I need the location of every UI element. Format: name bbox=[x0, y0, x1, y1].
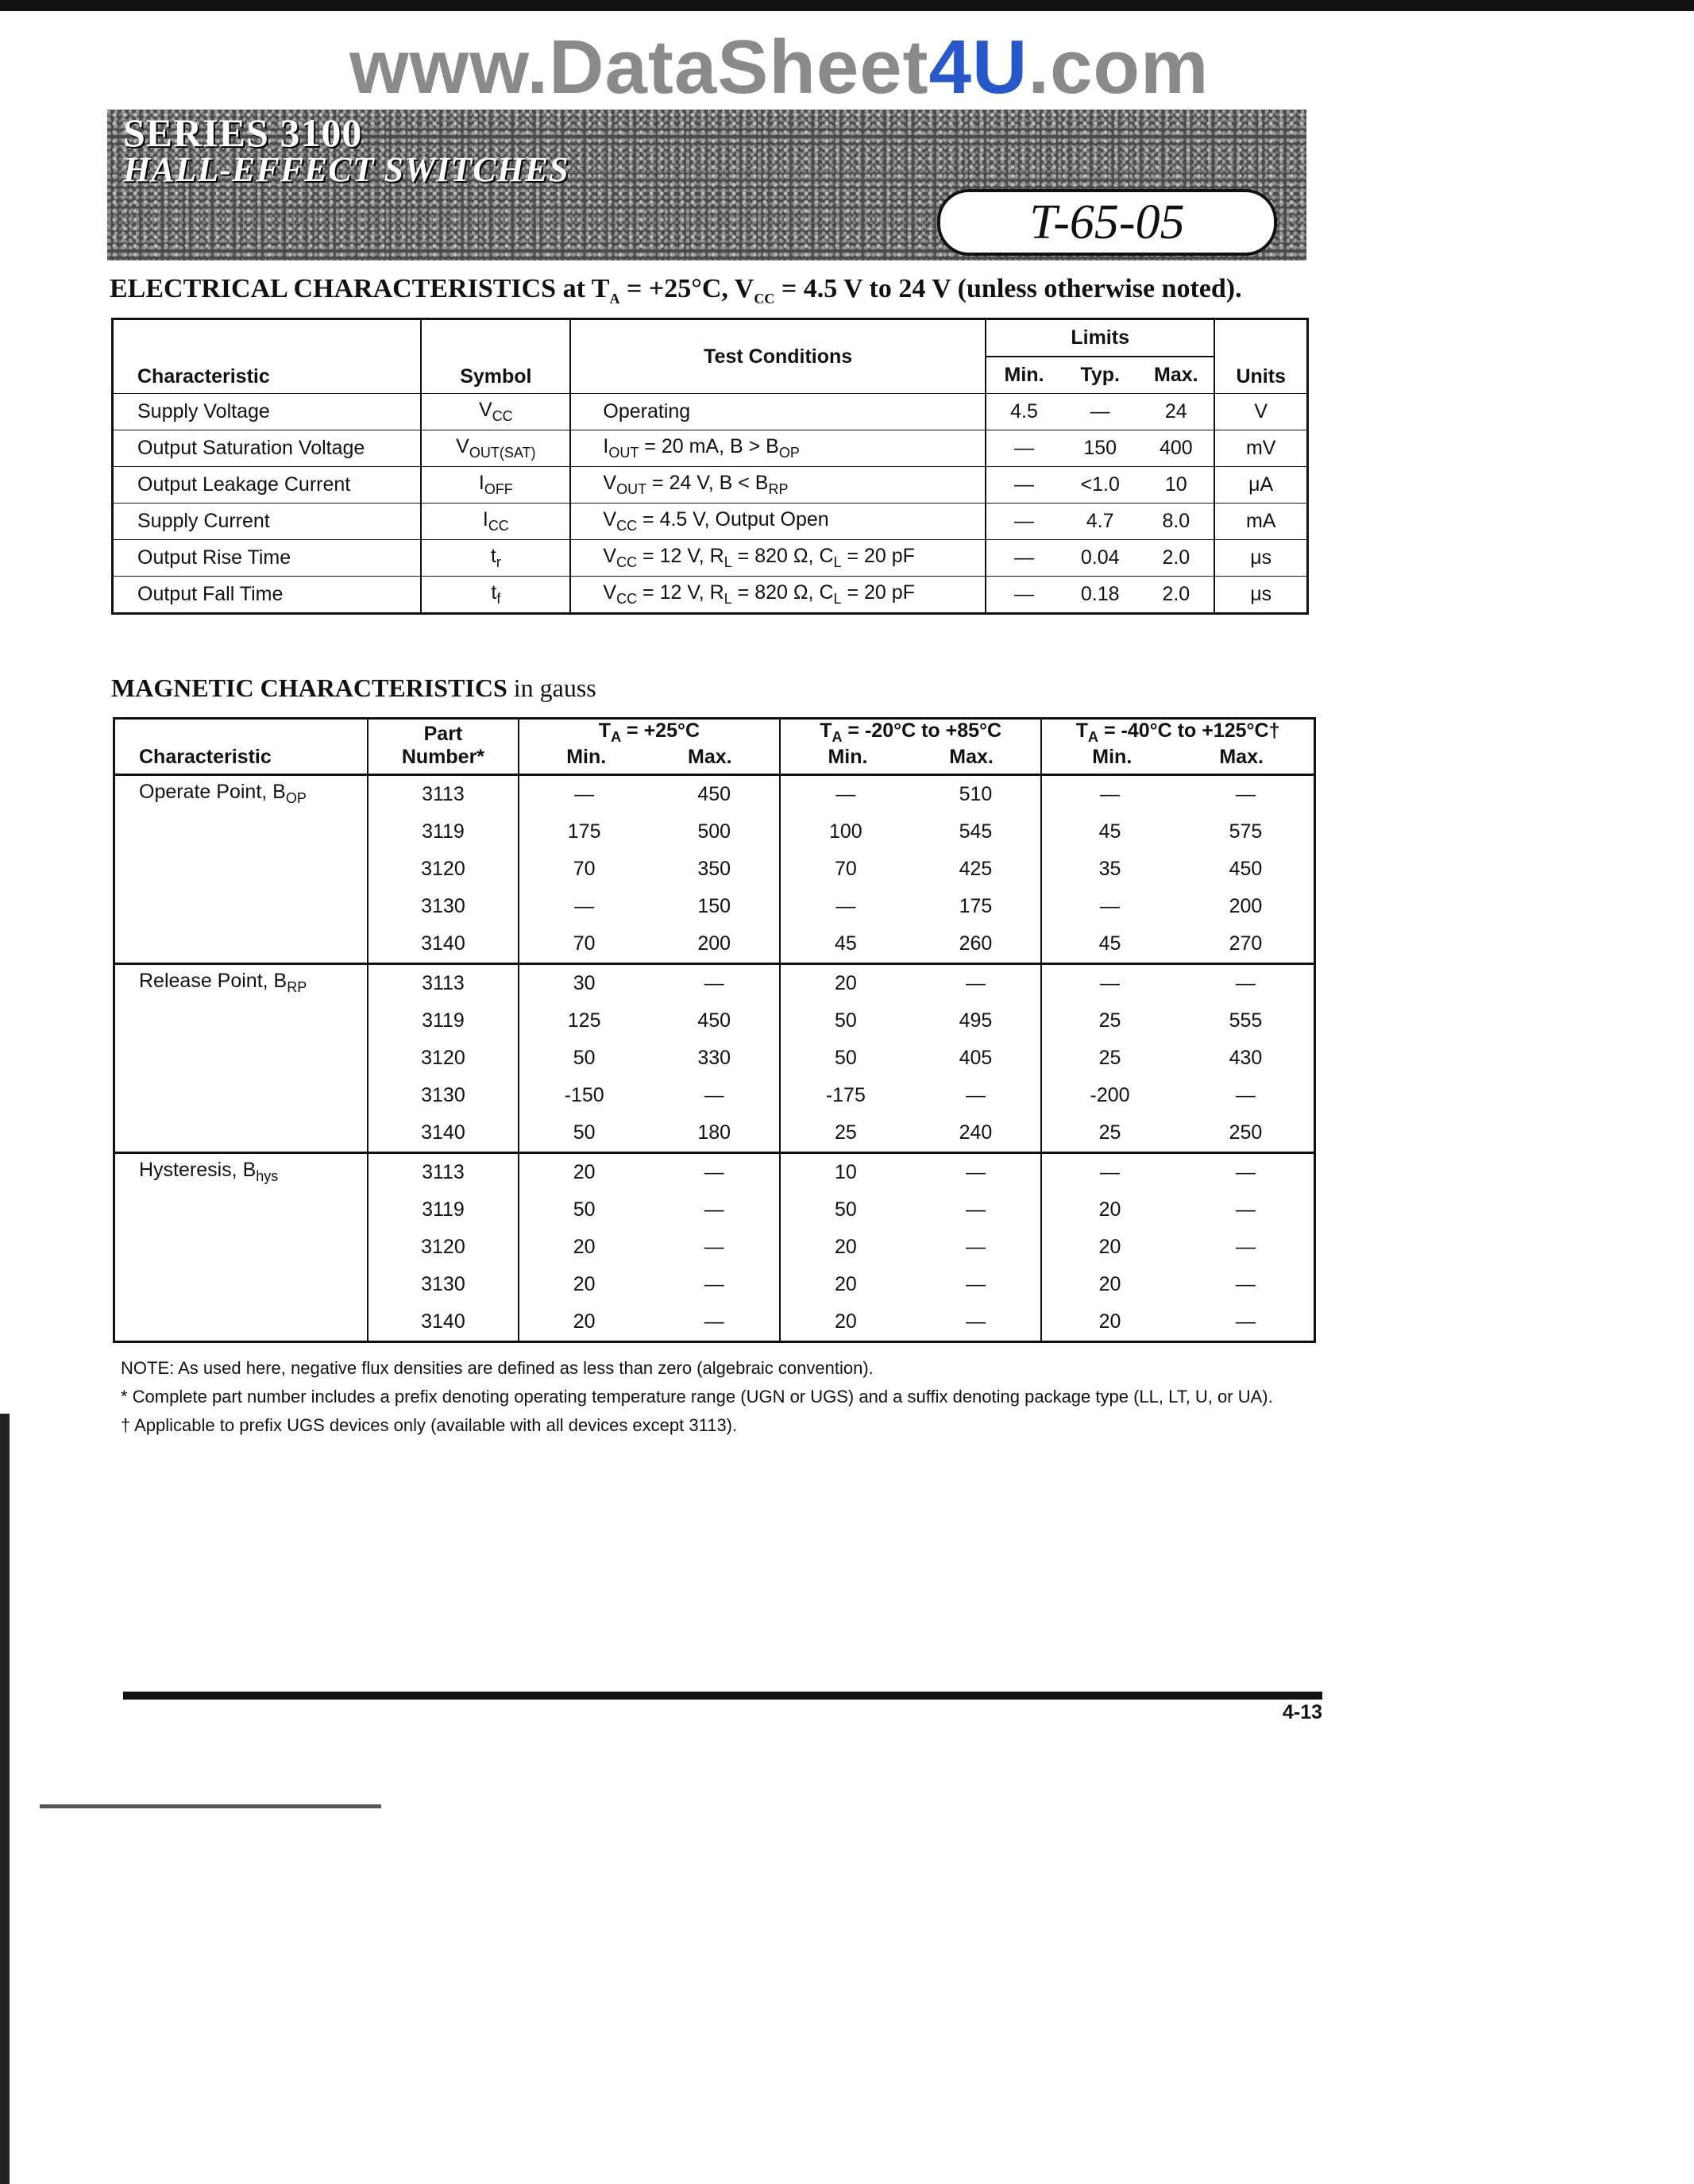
symbol-cell: $V_{CC}$ bbox=[421, 394, 570, 430]
part-number-cell: 3113 bbox=[368, 775, 519, 814]
condition-cell: $I_{OUT} = 20$ mA, $B > B_{OP}$ bbox=[570, 430, 986, 467]
min-value-cell: 25 bbox=[780, 1114, 911, 1153]
part-number-cell: 3130 bbox=[368, 1077, 519, 1114]
max-value-cell: — bbox=[649, 1191, 780, 1229]
min-value-cell: 20 bbox=[780, 964, 911, 1003]
min-value-cell: 50 bbox=[519, 1040, 650, 1077]
electrical-row bbox=[113, 467, 1308, 504]
min-value-cell: — bbox=[1041, 775, 1178, 814]
col-min: Min. bbox=[986, 357, 1062, 394]
max-cell: 24 bbox=[1138, 394, 1214, 430]
min-value-cell: 20 bbox=[1041, 1266, 1178, 1303]
min-value-cell: 20 bbox=[519, 1303, 650, 1342]
symbol-cell: $V_{OUT(SAT)}$ bbox=[421, 430, 570, 467]
min-value-cell: 20 bbox=[780, 1229, 911, 1266]
symbol-cell: $I_{CC}$ bbox=[421, 504, 570, 540]
part-number-cell: 3120 bbox=[368, 851, 519, 888]
max-value-cell: — bbox=[1178, 1229, 1315, 1266]
mag-col-85c: $T_A = -20^\circ C$ to +85°C Min. Max. bbox=[780, 719, 1041, 775]
top-scan-edge bbox=[0, 0, 1694, 11]
units-cell: μs bbox=[1214, 540, 1307, 577]
min-value-cell: 125 bbox=[519, 1002, 650, 1040]
magnetic-table bbox=[113, 717, 1316, 1343]
col-units: Units bbox=[1214, 319, 1307, 394]
max-value-cell: 450 bbox=[1178, 851, 1315, 888]
max-value-cell: — bbox=[911, 1303, 1042, 1342]
max-value-cell: — bbox=[1178, 1303, 1315, 1342]
max-value-cell: 180 bbox=[649, 1114, 780, 1153]
part-number-cell: 3130 bbox=[368, 888, 519, 925]
col-typ: Typ. bbox=[1080, 364, 1120, 386]
max-cell: 2.0 bbox=[1138, 577, 1214, 614]
max-value-cell: 240 bbox=[911, 1114, 1042, 1153]
max-value-cell: — bbox=[1178, 775, 1315, 814]
min-value-cell: -150 bbox=[519, 1077, 650, 1114]
min-cell: — bbox=[986, 467, 1062, 504]
series-title: SERIES 3100 bbox=[123, 110, 363, 155]
magnetic-characteristic: Operate Point, $B_{OP}$ bbox=[114, 775, 369, 964]
min-cell: — bbox=[986, 430, 1062, 467]
min-value-cell: -200 bbox=[1041, 1077, 1178, 1114]
footnotes bbox=[121, 1354, 1273, 1440]
typ-cell: 0.04 bbox=[1062, 540, 1138, 577]
max-cell: 10 bbox=[1138, 467, 1214, 504]
max-value-cell: — bbox=[911, 1191, 1042, 1229]
magnetic-row bbox=[114, 964, 1315, 1003]
min-value-cell: 50 bbox=[780, 1002, 911, 1040]
typ-cell: 4.7 bbox=[1062, 504, 1138, 540]
max-value-cell: 500 bbox=[649, 813, 780, 851]
characteristic-cell: Output Fall Time bbox=[113, 577, 422, 614]
condition-cell: $V_{CC} = 12$ V, $R_L = 820$ Ω, $C_L = 20$ pF bbox=[570, 577, 986, 614]
part-number-cell: 3113 bbox=[368, 1153, 519, 1192]
electrical-row bbox=[113, 430, 1308, 467]
max-value-cell: — bbox=[1178, 1191, 1315, 1229]
units-cell: mA bbox=[1214, 504, 1307, 540]
min-value-cell: 25 bbox=[1041, 1040, 1178, 1077]
mag-col-characteristic: Characteristic bbox=[114, 719, 369, 775]
scan-artifact-line bbox=[40, 1804, 381, 1808]
min-value-cell: 45 bbox=[1041, 813, 1178, 851]
part-number-cell: 3120 bbox=[368, 1229, 519, 1266]
min-value-cell: 25 bbox=[1041, 1002, 1178, 1040]
electrical-row bbox=[113, 504, 1308, 540]
min-cell: — bbox=[986, 577, 1062, 614]
min-value-cell: — bbox=[1041, 888, 1178, 925]
min-value-cell: 45 bbox=[780, 925, 911, 964]
max-cell: 2.0 bbox=[1138, 540, 1214, 577]
part-number-cell: 3119 bbox=[368, 813, 519, 851]
min-value-cell: — bbox=[1041, 964, 1178, 1003]
min-cell: 4.5 bbox=[986, 394, 1062, 430]
condition-cell: $V_{CC} = 12$ V, $R_L = 820$ Ω, $C_L = 20$ pF bbox=[570, 540, 986, 577]
typ-cell: <1.0 bbox=[1062, 467, 1138, 504]
min-value-cell: — bbox=[780, 775, 911, 814]
col-symbol: Symbol bbox=[421, 319, 570, 394]
min-value-cell: 70 bbox=[519, 851, 650, 888]
electrical-table bbox=[111, 318, 1309, 615]
mag-col-25c: $T_A = +25^\circ C$ Min. Max. bbox=[519, 719, 780, 775]
min-value-cell: 50 bbox=[780, 1191, 911, 1229]
min-value-cell: 10 bbox=[780, 1153, 911, 1192]
max-value-cell: — bbox=[911, 964, 1042, 1003]
max-value-cell: — bbox=[911, 1266, 1042, 1303]
max-value-cell: 270 bbox=[1178, 925, 1315, 964]
max-value-cell: 555 bbox=[1178, 1002, 1315, 1040]
min-value-cell: 20 bbox=[1041, 1229, 1178, 1266]
characteristic-cell: Supply Current bbox=[113, 504, 422, 540]
max-value-cell: 545 bbox=[911, 813, 1042, 851]
max-value-cell: 250 bbox=[1178, 1114, 1315, 1153]
max-value-cell: 200 bbox=[1178, 888, 1315, 925]
magnetic-row bbox=[114, 1153, 1315, 1192]
min-value-cell: 70 bbox=[519, 925, 650, 964]
series-subtitle: HALL-EFFECT SWITCHES bbox=[123, 150, 569, 189]
col-characteristic: Characteristic bbox=[113, 319, 422, 394]
magnetic-characteristic: Hysteresis, $B_{hys}$ bbox=[114, 1153, 369, 1342]
max-value-cell: — bbox=[649, 1153, 780, 1192]
condition-cell: Operating bbox=[570, 394, 986, 430]
min-value-cell: — bbox=[1041, 1153, 1178, 1192]
watermark: www.DataSheet4U.com bbox=[349, 25, 1210, 110]
handwritten-stamp: T-65-05 bbox=[937, 189, 1277, 256]
typ-cell: 0.18 bbox=[1062, 577, 1138, 614]
part-number-cell: 3119 bbox=[368, 1002, 519, 1040]
col-test-conditions: Test Conditions bbox=[570, 319, 986, 394]
max-value-cell: — bbox=[649, 1229, 780, 1266]
min-value-cell: 70 bbox=[780, 851, 911, 888]
min-value-cell: 175 bbox=[519, 813, 650, 851]
note-ugs-prefix: † Applicable to prefix UGS devices only (available with all devices except 3113). bbox=[121, 1415, 738, 1435]
min-value-cell: 20 bbox=[1041, 1303, 1178, 1342]
max-value-cell: 330 bbox=[649, 1040, 780, 1077]
units-cell: mV bbox=[1214, 430, 1307, 467]
max-value-cell: 150 bbox=[649, 888, 780, 925]
units-cell: μA bbox=[1214, 467, 1307, 504]
max-value-cell: 575 bbox=[1178, 813, 1315, 851]
min-value-cell: 100 bbox=[780, 813, 911, 851]
part-number-cell: 3140 bbox=[368, 1114, 519, 1153]
condition-cell: $V_{OUT} = 24$ V, $B < B_{RP}$ bbox=[570, 467, 986, 504]
symbol-cell: $t_r$ bbox=[421, 540, 570, 577]
magnetic-characteristic: Release Point, $B_{RP}$ bbox=[114, 964, 369, 1153]
characteristic-cell: Output Leakage Current bbox=[113, 467, 422, 504]
characteristic-cell: Output Saturation Voltage bbox=[113, 430, 422, 467]
note-negative-flux: NOTE: As used here, negative flux densities are defined as less than zero (algebraic convention). bbox=[121, 1358, 874, 1378]
max-value-cell: 405 bbox=[911, 1040, 1042, 1077]
max-value-cell: — bbox=[911, 1153, 1042, 1192]
min-value-cell: 50 bbox=[519, 1114, 650, 1153]
max-value-cell: — bbox=[649, 964, 780, 1003]
part-number-cell: 3120 bbox=[368, 1040, 519, 1077]
max-value-cell: 430 bbox=[1178, 1040, 1315, 1077]
min-value-cell: — bbox=[519, 888, 650, 925]
max-cell: 8.0 bbox=[1138, 504, 1214, 540]
max-value-cell: — bbox=[649, 1303, 780, 1342]
max-value-cell: 175 bbox=[911, 888, 1042, 925]
min-value-cell: 50 bbox=[780, 1040, 911, 1077]
min-value-cell: 50 bbox=[519, 1191, 650, 1229]
symbol-cell: $I_{OFF}$ bbox=[421, 467, 570, 504]
min-value-cell: — bbox=[519, 775, 650, 814]
max-value-cell: — bbox=[911, 1229, 1042, 1266]
magnetic-row bbox=[114, 775, 1315, 814]
part-number-cell: 3140 bbox=[368, 925, 519, 964]
min-value-cell: 20 bbox=[519, 1229, 650, 1266]
electrical-row bbox=[113, 540, 1308, 577]
max-value-cell: — bbox=[649, 1266, 780, 1303]
mag-col-part: Part Number* bbox=[368, 719, 519, 775]
max-value-cell: — bbox=[1178, 1266, 1315, 1303]
max-value-cell: — bbox=[1178, 1077, 1315, 1114]
typ-cell: — bbox=[1062, 394, 1138, 430]
col-limits: Limits bbox=[986, 319, 1214, 357]
min-cell: — bbox=[986, 540, 1062, 577]
max-cell: 400 bbox=[1138, 430, 1214, 467]
max-value-cell: — bbox=[1178, 964, 1315, 1003]
typ-cell: 150 bbox=[1062, 430, 1138, 467]
min-value-cell: 45 bbox=[1041, 925, 1178, 964]
min-value-cell: 20 bbox=[519, 1266, 650, 1303]
max-value-cell: 450 bbox=[649, 1002, 780, 1040]
min-value-cell: 20 bbox=[519, 1153, 650, 1192]
max-value-cell: 260 bbox=[911, 925, 1042, 964]
magnetic-title: MAGNETIC CHARACTERISTICS in gauss bbox=[111, 673, 596, 702]
max-value-cell: — bbox=[649, 1077, 780, 1114]
mag-col-125c: $T_A = -40^\circ C$ to +125°C† Min. Max. bbox=[1041, 719, 1314, 775]
max-value-cell: 450 bbox=[649, 775, 780, 814]
units-cell: V bbox=[1214, 394, 1307, 430]
min-value-cell: 30 bbox=[519, 964, 650, 1003]
max-value-cell: 495 bbox=[911, 1002, 1042, 1040]
min-value-cell: 20 bbox=[780, 1266, 911, 1303]
page-number: 4-13 bbox=[1283, 1701, 1323, 1723]
max-value-cell: 200 bbox=[649, 925, 780, 964]
max-value-cell: — bbox=[911, 1077, 1042, 1114]
scan-edge-left bbox=[0, 1414, 10, 2184]
characteristic-cell: Supply Voltage bbox=[113, 394, 422, 430]
part-number-cell: 3130 bbox=[368, 1266, 519, 1303]
electrical-title: ELECTRICAL CHARACTERISTICS at $T_A = +25^\circ C$, $V_{CC} = 4.5$ V to 24 V (unless otherwise noted). bbox=[110, 274, 1242, 307]
max-value-cell: 510 bbox=[911, 775, 1042, 814]
max-value-cell: 425 bbox=[911, 851, 1042, 888]
part-number-cell: 3119 bbox=[368, 1191, 519, 1229]
condition-cell: $V_{CC} = 4.5$ V, Output Open bbox=[570, 504, 986, 540]
min-value-cell: 35 bbox=[1041, 851, 1178, 888]
max-value-cell: — bbox=[1178, 1153, 1315, 1192]
characteristic-cell: Output Rise Time bbox=[113, 540, 422, 577]
min-value-cell: -175 bbox=[780, 1077, 911, 1114]
note-part-number: * Complete part number includes a prefix denoting operating temperature range (UGN or UGS) and a suffix denoting package type (LL, LT, U, or UA). bbox=[121, 1387, 1273, 1406]
electrical-row bbox=[113, 577, 1308, 614]
max-value-cell: 350 bbox=[649, 851, 780, 888]
min-value-cell: 25 bbox=[1041, 1114, 1178, 1153]
min-value-cell: — bbox=[780, 888, 911, 925]
min-cell: — bbox=[986, 504, 1062, 540]
electrical-row bbox=[113, 394, 1308, 430]
units-cell: μs bbox=[1214, 577, 1307, 614]
part-number-cell: 3140 bbox=[368, 1303, 519, 1342]
col-max: Max. bbox=[1138, 357, 1214, 394]
part-number-cell: 3113 bbox=[368, 964, 519, 1003]
footer-rule bbox=[123, 1692, 1322, 1700]
symbol-cell: $t_f$ bbox=[421, 577, 570, 614]
min-value-cell: 20 bbox=[780, 1303, 911, 1342]
min-value-cell: 20 bbox=[1041, 1191, 1178, 1229]
